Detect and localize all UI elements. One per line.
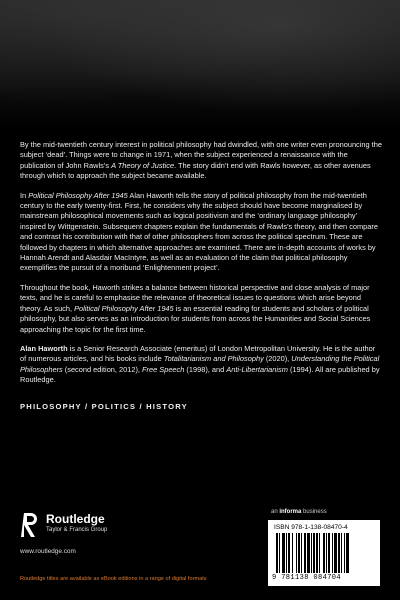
barcode-panel [268, 520, 380, 586]
subject-categories: PHILOSOPHY / POLITICS / HISTORY [20, 402, 188, 411]
publisher-group: Taylor & Francis Group [46, 527, 108, 533]
author-bio: Alan Haworth is a Senior Research Associate (emeritus) of London Metropolitan University. He is the author of numerous articles, and his books include Totalitarianism and Philosophy (2020), Understanding the Political Philosophers (second edition, 2012), Free Speech (1998), and Anti-Libertarianism (1994). All are published by Routledge. [20, 343, 380, 385]
ebook-note: Routledge titles are available as eBook editions in a range of digital formats [20, 576, 207, 582]
isbn-label: ISBN 978-1-138-08470-4 [274, 524, 348, 531]
routledge-logo-icon [20, 510, 42, 540]
barcode-digits: 9 781138 084704 [272, 574, 342, 582]
barcode-icon [274, 533, 374, 573]
blurb [20, 140, 382, 395]
author-name: Alan Haworth [20, 343, 68, 353]
publisher-logo [20, 508, 130, 548]
cover-texture-band [0, 0, 400, 128]
publisher-url: www.routledge.com [20, 548, 76, 555]
publisher-name: Routledge [46, 512, 105, 526]
blurb-paragraph-3: Throughout the book, Haworth strikes a balance between historical perspective and close analysis of major texts, and he is careful to emphasise the relevance of theoretical issues to questions which arise beyond theory. As such, Political Philosophy After 1945 is an essential reading for students and scholars of political philosophy, but also serves as an introduction for students from across the Humanities and Social Sciences approaching the topic for the first time. [20, 282, 371, 334]
informa-business-line: an informa business [271, 509, 327, 515]
blurb-paragraph-1: By the mid-twentieth century interest in political philosophy had dwindled, with one writer even pronouncing the subject ‘dead’. Things were to change in 1971, when the subject experienced a renaissance with the publication of John Rawls’s A Theory of Justice. The story didn’t end with Rawls however, as other avenues through which to approach the subject became available. [20, 140, 382, 181]
blurb-paragraph-2: In Political Philosophy After 1945 Alan Haworth tells the story of political philosophy from the mid-twentieth century to the early twenty-first. First, he considers why the subject should have become marginalised by mainstream philosophical movements such as logical positivism and the ‘ordinary language philosophy’ inspired by Wittgenstein. Subsequent chapters explain the fundamentals of Rawls’s theory, and then compare and contrast his contribution with that of other philosophers from across the political spectrum. These are followed by chapters in which alternative approaches are examined. There are in-depth accounts of works by Hannah Arendt and Alasdair MacIntyre, as well as an evaluation of the claim that political philosophy exemplifies the pursuit of a moribund ‘Enlightenment project’. [20, 190, 378, 273]
